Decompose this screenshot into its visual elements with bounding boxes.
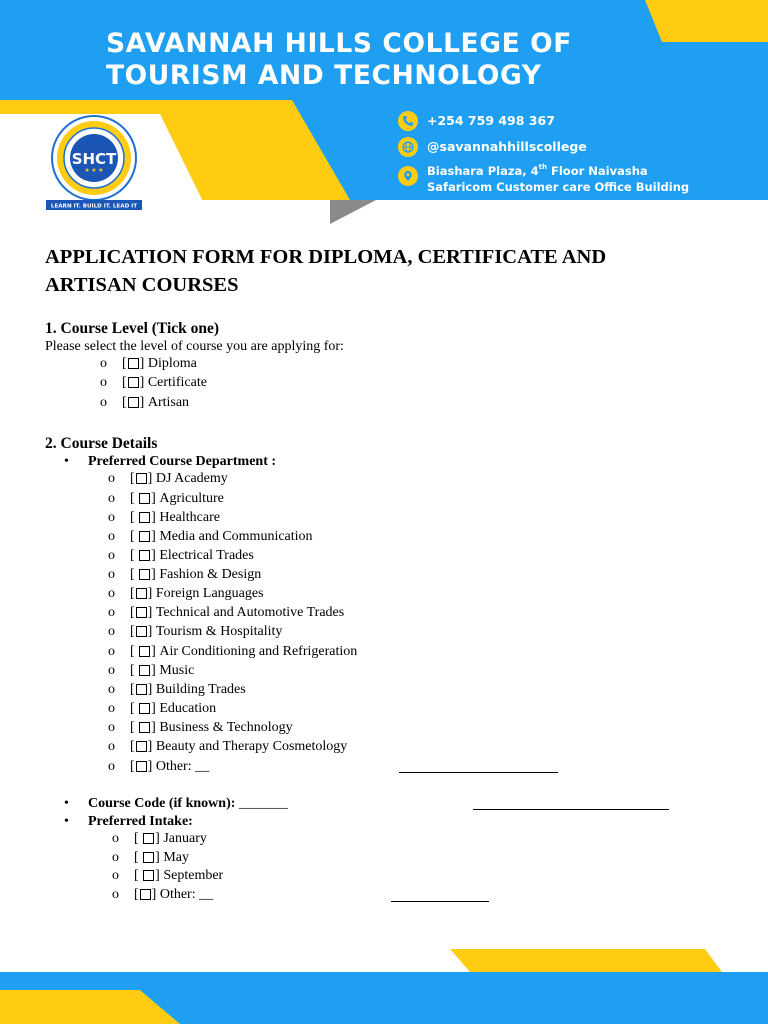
college-logo <box>40 112 148 216</box>
intake-option-other[interactable]: o [ ] Other: __ <box>112 887 214 902</box>
checkbox[interactable] <box>139 512 150 523</box>
course-level-instruction: Please select the level of course you are applying for: <box>45 339 344 354</box>
phone-number: +254 759 498 367 <box>427 113 555 128</box>
globe-icon <box>398 137 418 157</box>
checkbox[interactable] <box>128 377 139 388</box>
college-name <box>106 28 726 92</box>
checkbox[interactable] <box>139 493 150 504</box>
department-option[interactable]: o [ ] DJ Academy <box>108 471 228 486</box>
checkbox[interactable] <box>139 646 150 657</box>
checkbox[interactable] <box>136 684 147 695</box>
department-option[interactable]: o [ ] Business & Technology <box>108 720 293 735</box>
college-name-line1: SAVANNAH HILLS COLLEGE OF <box>106 28 572 59</box>
checkbox[interactable] <box>136 761 147 772</box>
department-option[interactable]: o [ ] Tourism & Hospitality <box>108 624 283 639</box>
section-course-level-heading: 1. Course Level (Tick one) <box>45 320 220 337</box>
checkbox[interactable] <box>136 607 147 618</box>
department-option[interactable]: o [ ] Beauty and Therapy Cosmetology <box>108 739 348 754</box>
checkbox[interactable] <box>139 531 150 542</box>
course-level-option-artisan[interactable]: o [ ] Artisan <box>100 395 190 410</box>
department-option[interactable]: o [ ] Agriculture <box>108 491 224 506</box>
department-option[interactable]: o [ ] Technical and Automotive Trades <box>108 605 345 620</box>
department-option[interactable]: o [ ] Foreign Languages <box>108 586 264 601</box>
location-pin-icon <box>398 166 418 186</box>
department-option[interactable]: o [ ] Building Trades <box>108 682 246 697</box>
phone-icon <box>398 111 418 131</box>
checkbox[interactable] <box>128 397 139 408</box>
form-title <box>45 243 725 299</box>
department-option[interactable]: o [ ] Education <box>108 701 217 716</box>
checkbox[interactable] <box>136 626 147 637</box>
department-option[interactable]: o [ ] Healthcare <box>108 510 220 525</box>
intake-option[interactable]: o [ ] September <box>112 868 224 883</box>
course-level-option-certificate[interactable]: o [ ] Certificate <box>100 375 207 390</box>
checkbox[interactable] <box>139 550 150 561</box>
contact-info <box>398 110 689 200</box>
contact-social <box>398 136 689 160</box>
department-option[interactable]: o [ ] Music <box>108 663 195 678</box>
checkbox[interactable] <box>140 889 151 900</box>
address <box>427 162 689 195</box>
letterhead <box>0 0 768 232</box>
form-title-line2: ARTISAN COURSES <box>45 274 239 296</box>
college-name-line2: TOURISM AND TECHNOLOGY <box>106 60 542 91</box>
department-other-blank[interactable] <box>399 772 558 773</box>
intake-option[interactable]: o [ ] May <box>112 850 190 865</box>
section-course-details-heading: 2. Course Details <box>45 435 158 452</box>
checkbox[interactable] <box>139 703 150 714</box>
checkbox[interactable] <box>139 722 150 733</box>
department-option[interactable]: o [ ] Electrical Trades <box>108 548 254 563</box>
logo-initials: SHCT <box>71 150 117 168</box>
course-code-field[interactable]: • Course Code (if known): _______ <box>64 796 288 811</box>
department-option-other[interactable]: o [ ] Other: __ <box>108 759 210 774</box>
checkbox[interactable] <box>143 852 154 863</box>
social-handle: @savannahhillscollege <box>427 139 587 154</box>
intake-label: • Preferred Intake: <box>64 814 193 829</box>
department-option[interactable]: o [ ] Air Conditioning and Refrigeration <box>108 644 358 659</box>
footer-band <box>0 946 768 1024</box>
intake-other-blank[interactable] <box>391 901 489 902</box>
address-line1: Biashara Plaza, 4th Floor Naivasha <box>427 163 648 178</box>
intake-option[interactable]: o [ ] January <box>112 831 207 846</box>
course-level-option-diploma[interactable]: o [ ] Diploma <box>100 356 197 371</box>
department-option[interactable]: o [ ] Fashion & Design <box>108 567 262 582</box>
form-title-line1: APPLICATION FORM FOR DIPLOMA, CERTIFICATE AND <box>45 246 607 268</box>
checkbox[interactable] <box>136 588 147 599</box>
checkbox[interactable] <box>139 665 150 676</box>
checkbox[interactable] <box>139 569 150 580</box>
logo-tagline: LEARN IT. BUILD IT. LEAD IT <box>50 203 138 210</box>
checkbox[interactable] <box>136 473 147 484</box>
address-line2: Safaricom Customer care Office Building <box>427 180 690 194</box>
svg-text:★ ★ ★: ★ ★ ★ <box>84 168 104 174</box>
checkbox[interactable] <box>136 741 147 752</box>
checkbox[interactable] <box>143 833 154 844</box>
course-code-blank[interactable] <box>473 809 669 810</box>
contact-phone <box>398 110 689 134</box>
checkbox[interactable] <box>128 358 139 369</box>
contact-address <box>398 162 689 198</box>
checkbox[interactable] <box>143 870 154 881</box>
department-label: • Preferred Course Department : <box>64 454 277 469</box>
department-option[interactable]: o [ ] Media and Communication <box>108 529 313 544</box>
